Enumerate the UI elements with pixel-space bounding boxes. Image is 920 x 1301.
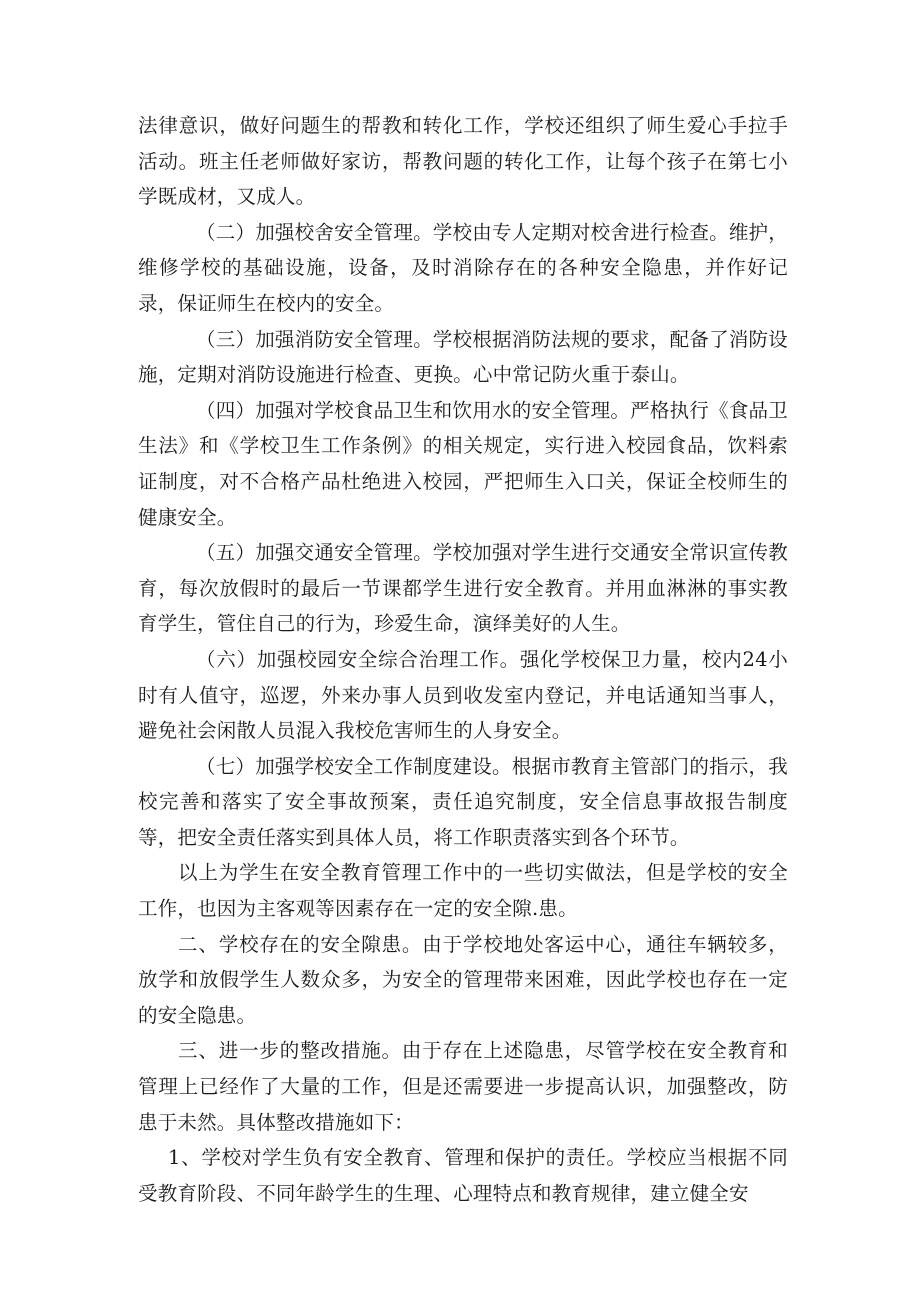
paragraph-fire-safety: （三）加强消防安全管理。学校根据消防法规的要求，配备了消防设施，定期对消防设施进行检查、更换。心中常记防火重于泰山。	[138, 327, 788, 387]
paragraph-campus-security: （六）加强校园安全综合治理工作。强化学校保卫力量，校内24小时有人值守，巡逻，外来办事人员到收发室内登记，并电话通知当事人，避免社会闲散人员混入我校危害师生的人身安全。	[138, 647, 788, 743]
paragraph-safety-system: （七）加强学校安全工作制度建设。根据市教育主管部门的指示，我校完善和落实了安全事故预案，责任追究制度，安全信息事故报告制度等，把安全责任落实到具体人员，将工作职责落实到各个环节。	[138, 754, 788, 849]
paragraph-food-safety: （四）加强对学校食品卫生和饮用水的安全管理。严格执行《食品卫生法》和《学校卫生工作条例》的相关规定，实行进入校园食品，饮料索证制度，对不合格产品杜绝进入校园，严把师生入口关，保证全校师生的健康安全。	[138, 398, 788, 529]
paragraph-rectification: 三、进一步的整改措施。由于存在上述隐患，尽管学校在安全教育和管理上已经作了大量的工作，但是还需要进一步提高认识，加强整改，防患于未然。具体整改措施如下：	[138, 1039, 788, 1134]
paragraph-measure-1: 1、学校对学生负有安全教育、管理和保护的责任。学校应当根据不同受教育阶段、不同年龄学生的生理、心理特点和教育规律，建立健全安	[138, 1146, 788, 1205]
paragraph-summary: 以上为学生在安全教育管理工作中的一些切实做法，但是学校的安全工作，也因为主客观等因素存在一定的安全隙.患。	[138, 861, 788, 921]
paragraph-dormitory-safety: （二）加强校舍安全管理。学校由专人定期对校舍进行检查。维护，维修学校的基础设施，设备，及时消除存在的各种安全隐患，并作好记录，保证师生在校内的安全。	[138, 220, 788, 315]
paragraph-continuation: 法律意识，做好问题生的帮教和转化工作，学校还组织了师生爱心手拉手活动。班主任老师做好家访，帮教问题的转化工作，让每个孩子在第七小学既成材，又成人。	[138, 114, 788, 209]
paragraph-traffic-safety: （五）加强交通安全管理。学校加强对学生进行交通安全常识宣传教育，每次放假时的最后一节课都学生进行安全教育。并用血淋淋的事实教育学生，管住自己的行为，珍爱生命，演绎美好的人生。	[138, 541, 788, 636]
paragraph-hazards: 二、学校存在的安全隙患。由于学校地处客运中心，通往车辆较多，放学和放假学生人数众多，为安全的管理带来困难，因此学校也存在一定的安全隐患。	[138, 932, 788, 1027]
document-body	[138, 108, 788, 1211]
